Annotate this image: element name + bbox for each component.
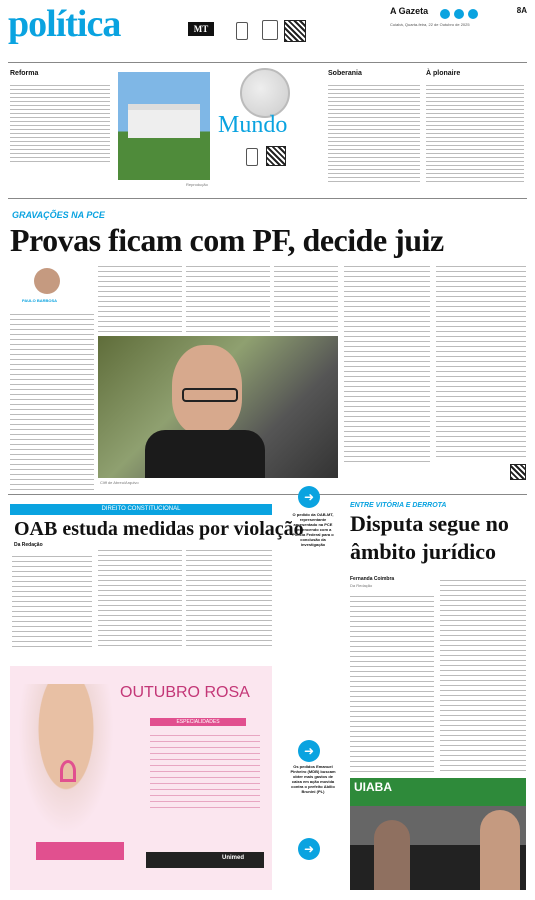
page-number: 8A: [516, 6, 527, 15]
reforma-text: [10, 82, 110, 162]
side-caption-lower: Os pedidos Emanuel Pinheiro (MDB) buscam obter mais gastos de caixa em ação movida contra o prefeito Abilio Brunini (PL): [290, 764, 336, 794]
qr-code-icon: [266, 146, 286, 166]
author-avatar: [34, 268, 60, 294]
mundo-label: Mundo: [218, 112, 288, 138]
logo-circles: [440, 6, 488, 16]
oab-section-bar: DIREITO CONSTITUCIONAL: [10, 504, 272, 515]
paper-name: A Gazeta: [390, 6, 429, 16]
judge-glasses: [182, 388, 238, 402]
main-text-col2: [98, 262, 182, 334]
right-text-col1: [350, 592, 434, 772]
section-title: política: [8, 3, 121, 45]
main-text-col4: [274, 262, 338, 334]
press-photo-person: [480, 810, 520, 890]
main-text-col5: [344, 262, 430, 462]
oab-byline: Da Redação: [14, 542, 43, 548]
oab-text-col2: [98, 546, 182, 646]
photo-credit: Reprodução: [186, 182, 208, 187]
tablet-icon: [262, 20, 278, 40]
ad-list: [150, 730, 260, 808]
right-text-col2: [440, 576, 526, 772]
aplonaire-text: [426, 82, 524, 182]
ad-person-image: [18, 684, 114, 834]
main-headline: Provas ficam com PF, decide juiz: [10, 222, 444, 258]
main-photo-credit: Cliff de Abreu/Arquivo: [100, 480, 139, 485]
oab-headline: OAB estuda medidas por violação: [14, 518, 304, 540]
section-badge: MT: [188, 22, 214, 36]
arrow-icon: ➜: [298, 838, 320, 860]
side-caption-upper: O pedido da OAB-MT, representante apresentado na PCE pertencendo com a Polícia Federal para o conclusão da investigação: [292, 512, 334, 547]
main-kicker: GRAVAÇÕES NA PCE: [12, 210, 105, 220]
edition-line: Cuiabá, Quarta-feira, 22 de Outubro de 2025: [390, 22, 470, 27]
right-kicker: ENTRE VITÓRIA E DERROTA: [350, 502, 447, 509]
oab-text-col1: [12, 552, 92, 648]
main-text-col3: [186, 262, 270, 334]
reforma-heading: Reforma: [10, 70, 39, 77]
right-byline: Fernanda Coimbra: [350, 576, 395, 582]
byline-name: PAULO BARBOSA: [22, 298, 58, 303]
arrow-icon: ➜: [298, 486, 320, 508]
qr-code-icon: [284, 20, 306, 42]
phone-icon: [246, 148, 258, 166]
judge-suit: [145, 430, 265, 478]
pink-ribbon-icon: [60, 760, 76, 782]
globe-icon: [240, 68, 290, 118]
press-photo-person: [374, 820, 410, 890]
ad-brand: Unimed: [222, 855, 245, 861]
right-byline-sub: Da Redação: [350, 583, 373, 588]
main-text-col1: [10, 310, 94, 496]
ad-pink-label: [36, 842, 124, 860]
white-house-building: [128, 104, 200, 138]
phone-icon: [236, 22, 248, 40]
soberania-text: [328, 82, 420, 182]
qr-code-icon: [510, 464, 526, 480]
main-text-col6: [436, 262, 526, 458]
aplonaire-heading: À plonaire: [426, 70, 461, 77]
right-headline: Disputa segue no âmbito jurídico: [350, 511, 509, 564]
soberania-heading: Soberania: [328, 70, 362, 77]
ad-title: OUTUBRO ROSA: [120, 684, 250, 701]
arrow-icon: ➜: [298, 740, 320, 762]
press-photo-sign: UIABA: [354, 780, 392, 794]
ad-footer-bar: [146, 852, 264, 868]
ad-subtitle: ESPECIALIDADES: [150, 718, 246, 726]
oab-text-col3: [186, 546, 272, 646]
